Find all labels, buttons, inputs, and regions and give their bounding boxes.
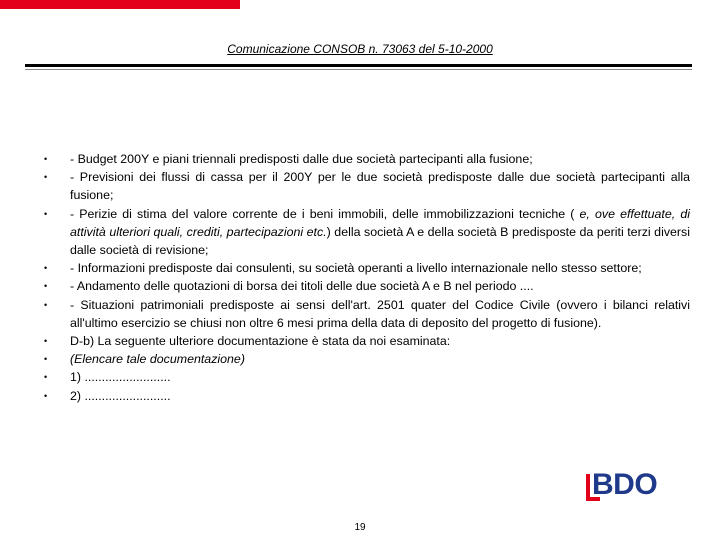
bullet-dot: • — [44, 372, 48, 383]
list-item — [30, 277, 690, 295]
logo-wordmark: BDO — [592, 468, 658, 501]
bullet-dot: • — [44, 281, 48, 292]
bullet-dot: • — [44, 263, 48, 274]
bullet-dot: • — [44, 172, 48, 183]
list-item-text: - Andamento delle quotazioni di borsa dei titoli delle due società A e B nel periodo .... — [70, 279, 534, 294]
bullet-dot: • — [44, 154, 48, 164]
page-number: 19 — [354, 522, 366, 533]
bullet-dot: • — [44, 354, 48, 365]
list-item-text: - Previsioni dei flussi di cassa per il 200Y per le due società predisposte dalle due società partecipanti alla fusione; — [70, 170, 690, 203]
list-item-text: - Situazioni patrimoniali predisposte ai sensi dell'art. 2501 quater del Codice Civile (ovvero i bilanci relativi all'ultimo esercizio se chiusi non oltre 6 mesi prima della data di deposito del progetto di fusione). — [70, 297, 690, 330]
top-accent-bar — [0, 0, 240, 9]
list-item-text: D-b) La seguente ulteriore documentazione è stata da noi esaminata: — [70, 334, 451, 349]
bullet-dot: • — [44, 208, 48, 219]
list-item-text: 1) ......................... — [70, 370, 171, 385]
list-item-text: 2) ......................... — [70, 388, 171, 403]
list-item — [30, 205, 690, 260]
list-item-text: - Informazioni predisposte dai consulenti, su società operanti a livello internazionale nello stesso settore; — [70, 261, 642, 276]
header-rule-thick — [25, 64, 692, 67]
list-item — [30, 332, 690, 350]
list-item-text: - Budget 200Y e piani triennali predisposti dalle due società partecipanti alla fusione; — [70, 152, 533, 166]
list-item — [30, 150, 690, 168]
page-title: Comunicazione CONSOB n. 73063 del 5-10-2000 — [227, 42, 493, 56]
bdo-logo — [586, 470, 666, 506]
header-rule-thin — [25, 69, 692, 70]
list-item — [30, 368, 690, 386]
list-item — [30, 387, 690, 405]
list-item — [30, 350, 690, 368]
bullet-dot: • — [44, 390, 48, 401]
list-item — [30, 168, 690, 204]
bullet-dot: • — [44, 336, 48, 347]
list-item-text: - Perizie di stima del valore corrente de i beni immobili, delle immobilizzazioni tecniche ( e, ove effettuate, di attività ulteriori quali, crediti, partecipazioni etc.) della società A e della società B predisposte da periti terzi diversi dalle società di revisione; — [70, 206, 690, 258]
bullet-dot: • — [44, 299, 48, 310]
bullet-list — [30, 150, 690, 405]
list-item-text: (Elencare tale documentazione) — [70, 352, 245, 367]
list-item — [30, 296, 690, 332]
list-item — [30, 259, 690, 277]
